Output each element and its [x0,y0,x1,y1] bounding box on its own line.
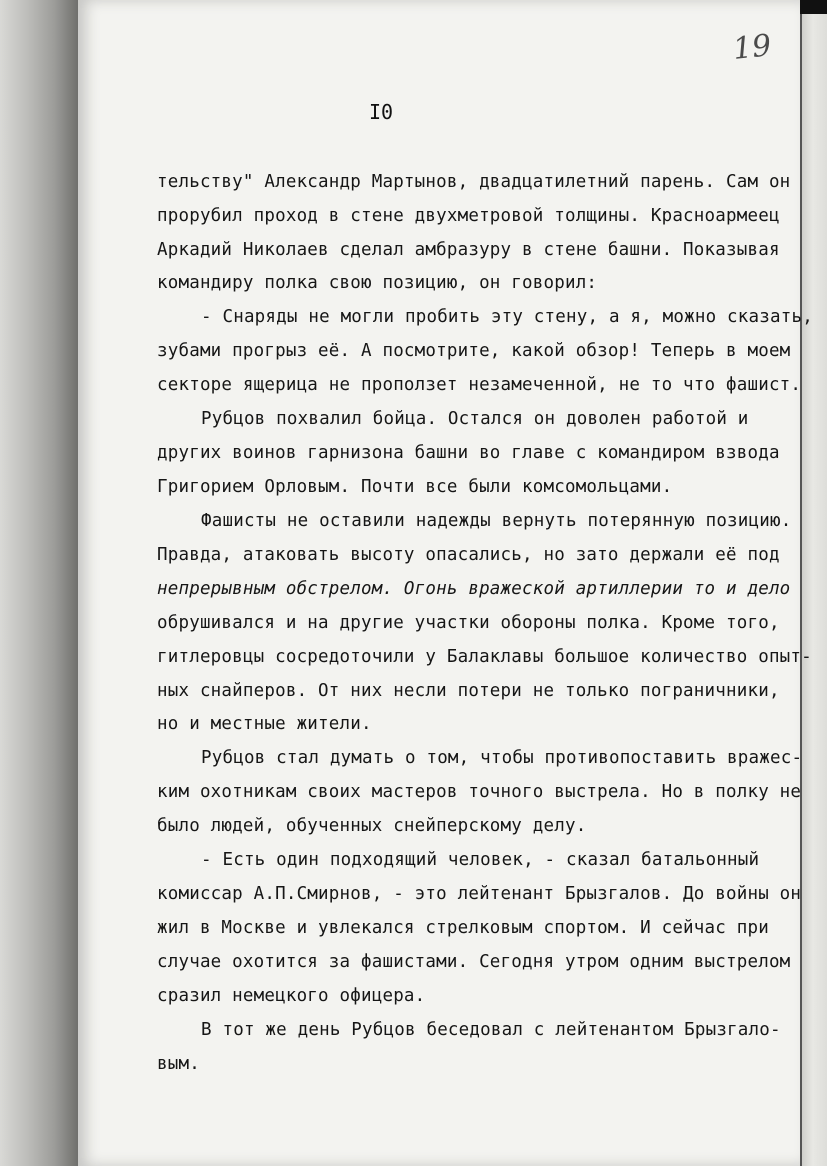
text-line: Правда, атаковать высоту опасались, но зато держали её под [157,545,780,565]
text-line: В тот же день Рубцов беседовал с лейтенантом Брызгало- [201,1020,781,1040]
text-line: командиру полка свою позицию, он говорил: [157,273,598,293]
text-line: зубами прогрыз её. А посмотрите, какой обзор! Теперь в моем [157,341,791,361]
scan-corner-shadow [800,0,827,14]
text-line: но и местные жители. [157,714,372,734]
page-number: I0 [369,100,394,124]
text-line: случае охотится за фашистами. Сегодня утром одним выстрелом [157,952,791,972]
text-line: ким охотникам своих мастеров точного выстрела. Но в полку не [157,782,802,802]
text-line: - Есть один подходящий человек, - сказал батальонный [201,850,760,870]
text-line: комиссар А.П.Смирнов, - это лейтенант Брызгалов. До войны он [157,884,802,904]
text-line: прорубил проход в стене двухметровой толщины. Красноармеец [157,206,780,226]
text-line: Аркадий Николаев сделал амбразуру в стене башни. Показывая [157,240,780,260]
text-line: тельству" Александр Мартынов, двадцатилетний парень. Сам он [157,172,791,192]
text-line: Рубцов похвалил бойца. Остался он доволен работой и [201,409,749,429]
text-line: сразил немецкого офицера. [157,986,426,1006]
text-line: непрерывным обстрелом. Огонь вражеской артиллерии то и дело [157,579,791,599]
scan-left-margin [0,0,78,1166]
text-line: Рубцов стал думать о том, чтобы противопоставить вражес- [201,748,803,768]
text-line: ных снайперов. От них несли потери не только пограничники, [157,681,780,701]
text-line: - Снаряды не могли пробить эту стену, а я, можно сказать, [201,307,813,327]
text-line: жил в Москве и увлекался стрелковым спортом. И сейчас при [157,918,769,938]
text-line: секторе ящерица не проползет незамеченной, не то что фашист. [157,375,802,395]
text-line: Фашисты не оставили надежды вернуть потерянную позицию. [201,511,792,531]
text-line: обрушивался и на другие участки обороны полка. Кроме того, [157,613,780,633]
text-line: гитлеровцы сосредоточили у Балаклавы большое количество опыт- [157,647,812,667]
text-line: вым. [157,1054,200,1074]
text-line: Григорием Орловым. Почти все были комсомольцами. [157,477,673,497]
scan-right-edge [800,0,827,1166]
text-line: других воинов гарнизона башни во главе с командиром взвода [157,443,780,463]
handwritten-page-number: 19 [731,28,773,67]
text-line: было людей, обученных снейперскому делу. [157,816,587,836]
